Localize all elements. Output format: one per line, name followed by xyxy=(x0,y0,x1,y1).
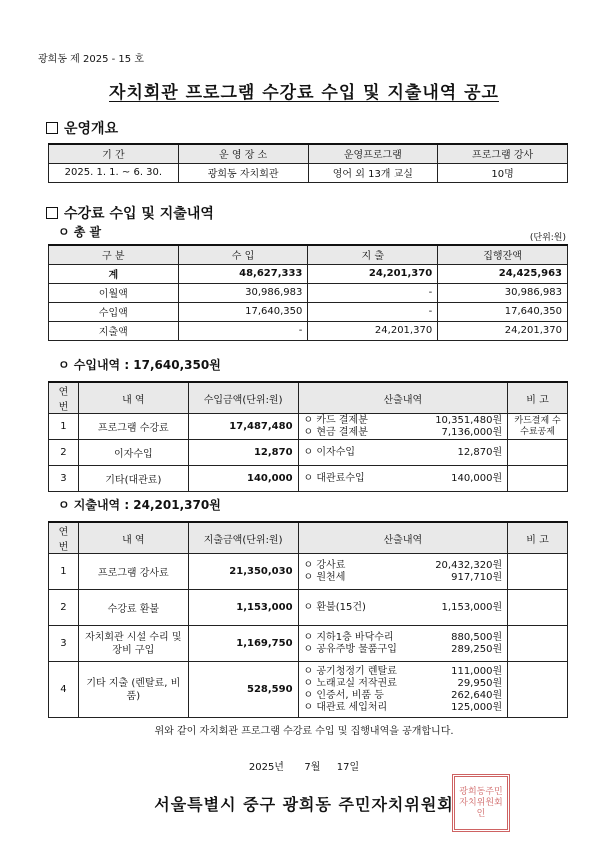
section-overview-heading xyxy=(46,118,118,138)
overview-table xyxy=(48,143,568,183)
document-number: 광희동 제 2025 - 15 호 xyxy=(38,54,144,65)
row-item: 이자수입 xyxy=(78,440,188,466)
summary-label-text: 총 괄 xyxy=(73,225,102,239)
cell: 30,986,983 xyxy=(438,283,568,302)
calc-name: 공유주방 물품구입 xyxy=(316,643,397,655)
calc-name: 인증서, 비품 등 xyxy=(316,689,384,701)
section-title: 운영개요 xyxy=(64,121,119,137)
cell: 영어 외 13개 교실 xyxy=(308,163,438,182)
row-item: 프로그램 수강료 xyxy=(78,414,188,440)
col-header: 내 역 xyxy=(78,522,188,554)
row-note xyxy=(508,440,568,466)
calc-line: ㅇ 공기청정기 렌탈료 111,000원 xyxy=(303,665,503,677)
col-header: 지출금액(단위:원) xyxy=(188,522,298,554)
calc-name: 환불(15건) xyxy=(316,601,366,613)
cell: 48,627,333 xyxy=(178,264,308,283)
income-detail-label: ㅇ 수입내역 : 17,640,350원 xyxy=(58,358,221,372)
col-header: 수입금액(단위:원) xyxy=(188,382,298,414)
calc-line: ㅇ 노래교실 저작권료 29,950원 xyxy=(303,677,503,689)
issuer-name: 서울특별시 중구 광희동 주민자치위원회 xyxy=(154,795,454,814)
row-note xyxy=(508,466,568,492)
cell: 10명 xyxy=(438,163,568,182)
calc-lines xyxy=(298,662,508,718)
row-amount: 12,870 xyxy=(188,440,298,466)
calc-name: 이자수입 xyxy=(316,446,356,458)
row-amount: 17,487,480 xyxy=(188,414,298,440)
income-detail-label-text: 수입내역 : 17,640,350원 xyxy=(73,358,221,372)
cell: - xyxy=(308,283,438,302)
calc-lines xyxy=(298,466,508,492)
calc-value: 140,000원 xyxy=(451,472,503,484)
income-detail-table xyxy=(48,381,568,492)
calc-line: ㅇ 대관료 세입처리 125,000원 xyxy=(303,701,503,713)
row-item: 수강료 환불 xyxy=(78,590,188,626)
calc-value: 880,500원 xyxy=(451,631,503,643)
col-header: 산출내역 xyxy=(298,382,508,414)
calc-line: ㅇ 공유주방 물품구입 289,250원 xyxy=(303,643,503,655)
cell: 24,425,963 xyxy=(438,264,568,283)
official-seal-icon: 광희동주민자치위원회인 xyxy=(452,774,510,832)
expense-detail-table xyxy=(48,521,568,718)
row-amount: 1,169,750 xyxy=(188,626,298,662)
col-header: 비 고 xyxy=(508,522,568,554)
cell: 24,201,370 xyxy=(438,321,568,340)
row-note xyxy=(508,662,568,718)
row-amount: 140,000 xyxy=(188,466,298,492)
calc-value: 125,000원 xyxy=(451,701,503,713)
calc-line: ㅇ 카드 결제분 10,351,480원 xyxy=(303,414,503,426)
page-title: 자치회관 프로그램 수강료 수입 및 지출내역 공고 xyxy=(109,83,499,103)
row-amount: 528,590 xyxy=(188,662,298,718)
calc-name: 현금 결제분 xyxy=(316,426,368,438)
calc-line: ㅇ 이자수입 12,870원 xyxy=(303,446,503,458)
calc-lines xyxy=(298,626,508,662)
summary-table xyxy=(48,244,568,341)
summary-label: ㅇ 총 괄 xyxy=(58,225,102,239)
row-label: 지출액 xyxy=(49,321,179,340)
date-year: 2025년 xyxy=(248,762,284,773)
calc-lines xyxy=(298,414,508,440)
row-number: 2 xyxy=(49,590,79,626)
row-label: 수입액 xyxy=(49,302,179,321)
calc-name: 카드 결제분 xyxy=(316,414,368,426)
row-number: 4 xyxy=(49,662,79,718)
row-note xyxy=(508,626,568,662)
row-amount: 1,153,000 xyxy=(188,590,298,626)
col-header: 연번 xyxy=(49,382,79,414)
calc-line: ㅇ 강사료 20,432,320원 xyxy=(303,559,503,571)
col-header: 지 출 xyxy=(308,245,438,264)
row-item: 프로그램 강사료 xyxy=(78,554,188,590)
calc-line: ㅇ 대관료수입 140,000원 xyxy=(303,472,503,484)
col-header: 내 역 xyxy=(78,382,188,414)
calc-line: ㅇ 원천세 917,710원 xyxy=(303,571,503,583)
expense-detail-label: ㅇ 지출내역 : 24,201,370원 xyxy=(58,498,221,512)
row-label: 이월액 xyxy=(49,283,179,302)
row-note xyxy=(508,590,568,626)
cell: - xyxy=(178,321,308,340)
calc-line: ㅇ 현금 결제분 7,136,000원 xyxy=(303,426,503,438)
calc-value: 29,950원 xyxy=(457,677,503,689)
col-header: 산출내역 xyxy=(298,522,508,554)
row-number: 2 xyxy=(49,440,79,466)
col-header: 구 분 xyxy=(49,245,179,264)
calc-value: 289,250원 xyxy=(451,643,503,655)
row-label: 계 xyxy=(49,264,179,283)
calc-value: 7,136,000원 xyxy=(441,426,503,438)
calc-line: ㅇ 인증서, 비품 등 262,640원 xyxy=(303,689,503,701)
row-item: 기타 지출 (렌탈료, 비품) xyxy=(78,662,188,718)
checkbox-square-icon xyxy=(46,122,58,134)
calc-value: 10,351,480원 xyxy=(435,414,503,426)
checkbox-square-icon xyxy=(46,207,58,219)
calc-line: ㅇ 지하1층 바닥수리 880,500원 xyxy=(303,631,503,643)
cell: 2025. 1. 1. ~ 6. 30. xyxy=(49,163,179,182)
date-month: 7월 xyxy=(304,762,321,773)
col-header: 비 고 xyxy=(508,382,568,414)
calc-name: 원천세 xyxy=(316,571,346,583)
col-header: 운영프로그램 xyxy=(308,144,438,163)
col-header: 연번 xyxy=(49,522,79,554)
calc-value: 20,432,320원 xyxy=(435,559,503,571)
calc-name: 강사료 xyxy=(316,559,346,571)
calc-value: 111,000원 xyxy=(451,665,503,677)
row-number: 3 xyxy=(49,626,79,662)
col-header: 수 입 xyxy=(178,245,308,264)
date-day: 17일 xyxy=(336,762,360,773)
calc-lines xyxy=(298,590,508,626)
row-amount: 21,350,030 xyxy=(188,554,298,590)
row-number: 1 xyxy=(49,554,79,590)
row-note xyxy=(508,554,568,590)
calc-name: 지하1층 바닥수리 xyxy=(316,631,394,643)
calc-lines xyxy=(298,554,508,590)
calc-value: 917,710원 xyxy=(451,571,503,583)
col-header: 프로그램 강사 xyxy=(438,144,568,163)
calc-value: 1,153,000원 xyxy=(441,601,503,613)
cell: 24,201,370 xyxy=(308,264,438,283)
calc-lines xyxy=(298,440,508,466)
calc-name: 대관료수입 xyxy=(316,472,365,484)
calc-value: 262,640원 xyxy=(451,689,503,701)
closing-statement: 위와 같이 자치회관 프로그램 수강료 수입 및 집행내역을 공개합니다. xyxy=(154,726,454,737)
cell: 24,201,370 xyxy=(308,321,438,340)
cell: 광희동 자치회관 xyxy=(178,163,308,182)
cell: 30,986,983 xyxy=(178,283,308,302)
col-header: 기 간 xyxy=(49,144,179,163)
cell: 17,640,350 xyxy=(178,302,308,321)
calc-name: 노래교실 저작권료 xyxy=(316,677,397,689)
row-item: 기타(대관료) xyxy=(78,466,188,492)
cell: - xyxy=(308,302,438,321)
calc-name: 공기청정기 렌탈료 xyxy=(316,665,397,677)
col-header: 운 영 장 소 xyxy=(178,144,308,163)
row-number: 1 xyxy=(49,414,79,440)
calc-name: 대관료 세입처리 xyxy=(316,701,388,713)
calc-line: ㅇ 환불(15건) 1,153,000원 xyxy=(303,601,503,613)
cell: 17,640,350 xyxy=(438,302,568,321)
unit-label: (단위:원) xyxy=(529,233,566,243)
expense-detail-label-text: 지출내역 : 24,201,370원 xyxy=(73,498,221,512)
section-income-expense-heading xyxy=(46,203,214,223)
issue-date xyxy=(0,758,608,773)
calc-value: 12,870원 xyxy=(457,446,503,458)
section-title: 수강료 수입 및 지출내역 xyxy=(64,206,214,222)
row-item: 자치회관 시설 수리 및 장비 구입 xyxy=(78,626,188,662)
col-header: 집행잔액 xyxy=(438,245,568,264)
row-number: 3 xyxy=(49,466,79,492)
row-note: 카드결제 수수료공제 xyxy=(508,414,568,440)
